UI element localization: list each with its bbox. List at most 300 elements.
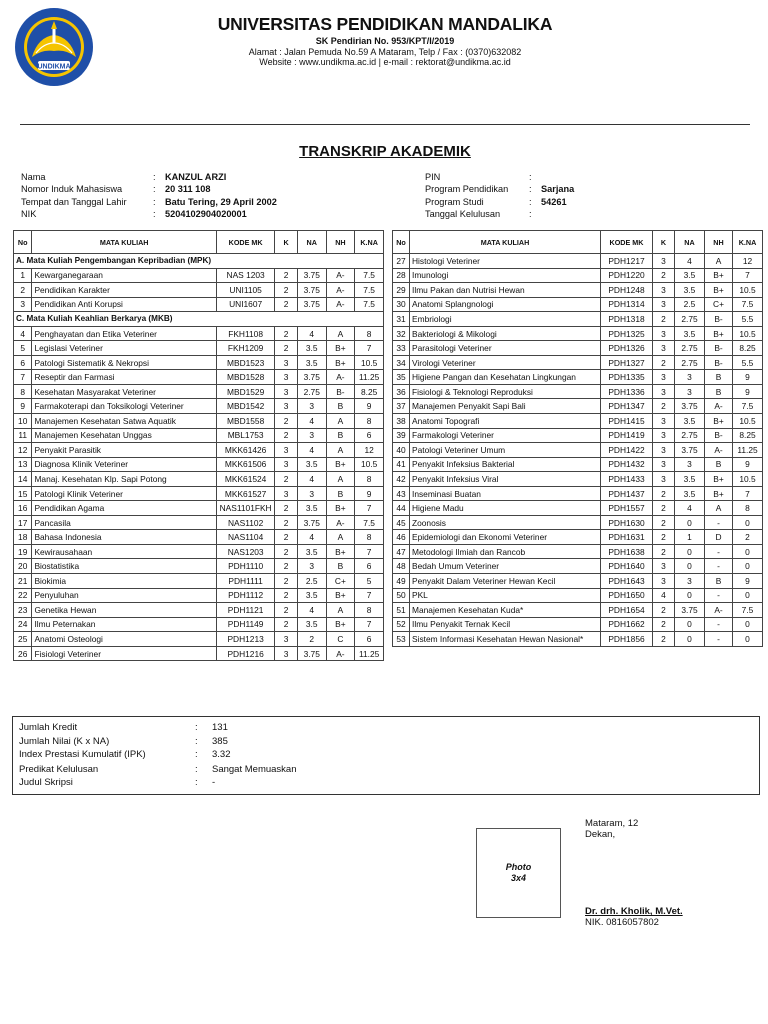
signature-name: Dr. drh. Kholik, M.Vet. xyxy=(585,906,683,917)
table-row xyxy=(393,399,763,414)
cell-code: PDH1220 xyxy=(601,268,653,283)
cell-k: 3 xyxy=(653,341,675,356)
cell-nh: A xyxy=(705,254,733,269)
cell-code: PDH1318 xyxy=(601,312,653,327)
cell-k: 3 xyxy=(275,399,298,414)
cell-k: 3 xyxy=(275,457,298,472)
cell-code: MKK61426 xyxy=(216,443,274,458)
cell-no: 15 xyxy=(14,486,32,501)
cell-kna: 7.5 xyxy=(355,515,384,530)
signature-place-date: Mataram, 12 xyxy=(585,818,639,829)
study-program: 54261 xyxy=(541,196,567,207)
cell-na: 0 xyxy=(675,544,705,559)
cell-na: 3.5 xyxy=(297,341,326,356)
cell-na: 3 xyxy=(675,370,705,385)
grades-table-left xyxy=(13,230,384,661)
cell-k: 3 xyxy=(653,574,675,589)
cell-code: MKK61524 xyxy=(216,472,274,487)
cell-code: PDH1335 xyxy=(601,370,653,385)
cell-no: 16 xyxy=(14,501,32,516)
logo-text: UNDIKMA xyxy=(37,63,71,71)
student-number: 20 311 108 xyxy=(165,184,211,195)
cell-course: Pendidikan Karakter xyxy=(32,283,216,298)
cell-no: 1 xyxy=(14,268,32,283)
cell-kna: 5.5 xyxy=(733,312,763,327)
student-name: KANZUL ARZI xyxy=(165,172,227,182)
cell-kna: 10.5 xyxy=(355,457,384,472)
cell-code: PDH1336 xyxy=(601,384,653,399)
cell-na: 4 xyxy=(297,603,326,618)
cell-course: Penyakit Infeksius Viral xyxy=(410,472,601,487)
cell-no: 10 xyxy=(14,414,32,429)
cell-nh: B xyxy=(326,559,355,574)
cell-kna: 7.5 xyxy=(733,603,763,618)
table-row xyxy=(14,632,384,647)
cell-code: PDH1347 xyxy=(601,399,653,414)
cell-nh: B+ xyxy=(326,341,355,356)
cell-no: 12 xyxy=(14,443,32,458)
cell-no: 8 xyxy=(14,384,32,399)
cell-na: 4 xyxy=(297,326,326,341)
cell-kna: 8 xyxy=(355,472,384,487)
col-credits: K xyxy=(275,231,298,254)
cell-na: 3.75 xyxy=(675,603,705,618)
table-row xyxy=(393,457,763,472)
cell-na: 4 xyxy=(297,443,326,458)
table-row xyxy=(14,355,384,370)
cell-na: 3.75 xyxy=(675,399,705,414)
cell-nh: B+ xyxy=(705,283,733,298)
cell-code: FKH1209 xyxy=(216,341,274,356)
cell-k: 3 xyxy=(653,384,675,399)
cell-no: 30 xyxy=(393,297,410,312)
cell-kna: 7 xyxy=(355,501,384,516)
establishment-decree: SK Pendirian No. 953/KPT/I/2019 xyxy=(315,36,455,46)
cell-na: 2.75 xyxy=(297,384,326,399)
cell-na: 3 xyxy=(297,486,326,501)
cell-kna: 10.5 xyxy=(733,414,763,429)
cell-code: PDH1121 xyxy=(216,603,274,618)
info-row-program: Program Pendidikan : Sarjana xyxy=(425,184,575,195)
cell-course: Penyakit Infeksius Bakterial xyxy=(410,457,601,472)
cell-course: Fisiologi Veteriner xyxy=(32,646,216,661)
cell-nh: B xyxy=(705,457,733,472)
cell-kna: 7 xyxy=(355,588,384,603)
cell-kna: 7.5 xyxy=(355,268,384,283)
cell-na: 3.5 xyxy=(675,283,705,298)
cell-course: Biokimia xyxy=(32,574,216,589)
cell-na: 2.75 xyxy=(675,341,705,356)
table-row xyxy=(393,370,763,385)
cell-course: Bakteriologi & Mikologi xyxy=(410,326,601,341)
university-name: UNIVERSITAS PENDIDIKAN MANDALIKA xyxy=(217,14,553,34)
cell-k: 3 xyxy=(275,646,298,661)
info-row-graduation: Tanggal Kelulusan : xyxy=(425,208,532,219)
cell-na: 3.5 xyxy=(297,544,326,559)
cell-kna: 5.5 xyxy=(733,355,763,370)
cell-course: Manajemen Kesehatan Kuda* xyxy=(410,603,601,618)
cell-na: 0 xyxy=(675,617,705,632)
cell-kna: 9 xyxy=(355,399,384,414)
cell-code: PDH1111 xyxy=(216,574,274,589)
cell-no: 32 xyxy=(393,326,410,341)
cell-code: PDH1630 xyxy=(601,515,653,530)
cell-na: 3 xyxy=(675,457,705,472)
cell-kna: 7.5 xyxy=(355,297,384,312)
table-row xyxy=(393,326,763,341)
cell-code: PDH1216 xyxy=(216,646,274,661)
cell-no: 34 xyxy=(393,355,410,370)
cell-kna: 7.5 xyxy=(355,283,384,298)
col-no: No xyxy=(393,231,410,254)
cell-k: 2 xyxy=(653,399,675,414)
education-program: Sarjana xyxy=(541,184,575,195)
cell-nh: A- xyxy=(705,443,733,458)
cell-na: 3.5 xyxy=(675,268,705,283)
cell-k: 2 xyxy=(275,544,298,559)
cell-course: Manaj. Kesehatan Klp. Sapi Potong xyxy=(32,472,216,487)
cell-na: 3 xyxy=(675,574,705,589)
cell-code: PDH1432 xyxy=(601,457,653,472)
cell-no: 22 xyxy=(14,588,32,603)
cell-na: 0 xyxy=(675,588,705,603)
cell-nh: A xyxy=(705,501,733,516)
cell-code: MBL1753 xyxy=(216,428,274,443)
col-credits: K xyxy=(653,231,675,254)
cell-no: 37 xyxy=(393,399,410,414)
cell-na: 4 xyxy=(297,530,326,545)
cell-k: 3 xyxy=(653,443,675,458)
info-row-pin: PIN : xyxy=(425,172,532,182)
cell-k: 2 xyxy=(653,312,675,327)
cell-na: 3.5 xyxy=(297,355,326,370)
cell-nh: A xyxy=(326,414,355,429)
cell-k: 3 xyxy=(653,326,675,341)
cell-no: 6 xyxy=(14,355,32,370)
cell-code: PDH1631 xyxy=(601,530,653,545)
cell-kna: 8 xyxy=(355,603,384,618)
cell-code: PDH1433 xyxy=(601,472,653,487)
cell-course: Pendidikan Anti Korupsi xyxy=(32,297,216,312)
cell-kna: 8.25 xyxy=(733,341,763,356)
cell-nh: B+ xyxy=(326,617,355,632)
cell-nh: B+ xyxy=(326,588,355,603)
cell-nh: - xyxy=(705,617,733,632)
cell-kna: 8 xyxy=(355,326,384,341)
cell-kna: 9 xyxy=(733,384,763,399)
cell-code: PDH1654 xyxy=(601,603,653,618)
cell-k: 2 xyxy=(653,530,675,545)
cell-no: 28 xyxy=(393,268,410,283)
cell-kna: 0 xyxy=(733,632,763,647)
cell-no: 38 xyxy=(393,414,410,429)
col-grade-letter: NH xyxy=(705,231,733,254)
table-row xyxy=(393,559,763,574)
cell-no: 21 xyxy=(14,574,32,589)
grades-table-right xyxy=(392,230,763,647)
cell-kna: 9 xyxy=(355,486,384,501)
cell-kna: 6 xyxy=(355,428,384,443)
section-row xyxy=(14,312,384,327)
cell-code: UNI1607 xyxy=(216,297,274,312)
table-row xyxy=(393,574,763,589)
cell-nh: A- xyxy=(326,646,355,661)
cell-course: Embriologi xyxy=(410,312,601,327)
table-row xyxy=(14,574,384,589)
cell-k: 3 xyxy=(653,472,675,487)
cell-course: Reseptir dan Farmasi xyxy=(32,370,216,385)
cell-course: Histologi Veteriner xyxy=(410,254,601,269)
cell-kna: 11.25 xyxy=(733,443,763,458)
cell-k: 2 xyxy=(653,632,675,647)
table-row xyxy=(14,515,384,530)
cell-na: 3.75 xyxy=(297,370,326,385)
cell-no: 20 xyxy=(14,559,32,574)
cell-course: Farmakoterapi dan Toksikologi Veteriner xyxy=(32,399,216,414)
cell-no: 31 xyxy=(393,312,410,327)
cell-na: 2.75 xyxy=(675,312,705,327)
table-row xyxy=(14,370,384,385)
table-row xyxy=(393,603,763,618)
summary-box xyxy=(12,716,760,795)
section-row xyxy=(14,254,384,269)
cell-no: 39 xyxy=(393,428,410,443)
signature-role: Dekan, xyxy=(585,829,616,840)
table-row xyxy=(393,632,763,647)
cell-k: 2 xyxy=(275,268,298,283)
cell-course: Zoonosis xyxy=(410,515,601,530)
cell-nh: B- xyxy=(705,312,733,327)
cell-code: PDH1640 xyxy=(601,559,653,574)
cell-course: Imunologi xyxy=(410,268,601,283)
table-row xyxy=(14,472,384,487)
cell-k: 2 xyxy=(275,472,298,487)
cell-kna: 10.5 xyxy=(733,326,763,341)
table-row xyxy=(14,428,384,443)
cell-kna: 7 xyxy=(733,268,763,283)
cell-k: 2 xyxy=(653,486,675,501)
cell-course: Kewarganegaraan xyxy=(32,268,216,283)
cell-nh: - xyxy=(705,544,733,559)
cell-course: Genetika Hewan xyxy=(32,603,216,618)
table-row xyxy=(14,544,384,559)
cell-k: 3 xyxy=(653,254,675,269)
cell-nh: A- xyxy=(705,399,733,414)
cell-no: 5 xyxy=(14,341,32,356)
cell-course: Anatomi Osteologi xyxy=(32,632,216,647)
cell-k: 2 xyxy=(275,297,298,312)
cell-no: 36 xyxy=(393,384,410,399)
cell-nh: A- xyxy=(326,283,355,298)
summary-total-points: Jumlah Nilai (K x NA) : 385 xyxy=(19,736,228,747)
table-row xyxy=(393,312,763,327)
cell-nh: B- xyxy=(705,355,733,370)
cell-no: 7 xyxy=(14,370,32,385)
student-info-left xyxy=(21,171,277,220)
cell-na: 3.5 xyxy=(297,617,326,632)
cell-nh: B+ xyxy=(705,414,733,429)
cell-nh: - xyxy=(705,632,733,647)
cell-nh: B+ xyxy=(326,355,355,370)
table-row xyxy=(393,384,763,399)
cell-na: 3.5 xyxy=(675,414,705,429)
table-row xyxy=(14,646,384,661)
cell-k: 3 xyxy=(653,297,675,312)
table-row xyxy=(393,341,763,356)
cell-nh: B- xyxy=(705,428,733,443)
cell-nh: A- xyxy=(326,515,355,530)
cell-kna: 6 xyxy=(355,559,384,574)
cell-course: Penyuluhan xyxy=(32,588,216,603)
cell-k: 3 xyxy=(653,428,675,443)
cell-kna: 0 xyxy=(733,544,763,559)
cell-course: Pendidikan Agama xyxy=(32,501,216,516)
cell-course: Bedah Umum Veteriner xyxy=(410,559,601,574)
section-title: C. Mata Kuliah Keahlian Berkarya (MKB) xyxy=(14,312,384,327)
cell-nh: D xyxy=(705,530,733,545)
table-row xyxy=(393,414,763,429)
cell-na: 3.75 xyxy=(297,268,326,283)
col-grade-value: NA xyxy=(297,231,326,254)
cell-nh: B+ xyxy=(705,472,733,487)
cell-kna: 10.5 xyxy=(355,355,384,370)
cell-no: 29 xyxy=(393,283,410,298)
cell-no: 19 xyxy=(14,544,32,559)
cell-course: Manajemen Kesehatan Unggas xyxy=(32,428,216,443)
table-row xyxy=(14,326,384,341)
cell-code: NAS1104 xyxy=(216,530,274,545)
table-header-row xyxy=(393,231,763,254)
cell-course: Sistem Informasi Kesehatan Hewan Nasional* xyxy=(410,632,601,647)
cell-k: 2 xyxy=(275,414,298,429)
cell-code: MKK61527 xyxy=(216,486,274,501)
cell-kna: 10.5 xyxy=(733,283,763,298)
cell-kna: 8 xyxy=(733,501,763,516)
cell-na: 3 xyxy=(675,384,705,399)
cell-nh: C+ xyxy=(705,297,733,312)
cell-na: 2.5 xyxy=(297,574,326,589)
cell-course: Manajemen Kesehatan Satwa Aquatik xyxy=(32,414,216,429)
cell-kna: 12 xyxy=(355,443,384,458)
table-row xyxy=(393,268,763,283)
cell-k: 3 xyxy=(275,355,298,370)
cell-course: Ilmu Penyakit Ternak Kecil xyxy=(410,617,601,632)
cell-code: NAS 1203 xyxy=(216,268,274,283)
col-weighted: K.NA xyxy=(733,231,763,254)
cell-kna: 8 xyxy=(355,530,384,545)
cell-course: Virologi Veteriner xyxy=(410,355,601,370)
cell-nh: B+ xyxy=(326,544,355,559)
cell-course: Anatomi Splangnologi xyxy=(410,297,601,312)
cell-course: Patologi Sistematik & Nekropsi xyxy=(32,355,216,370)
cell-code: PDH1419 xyxy=(601,428,653,443)
cell-k: 2 xyxy=(275,326,298,341)
cell-nh: B xyxy=(326,428,355,443)
cell-nh: A- xyxy=(705,603,733,618)
student-info-right xyxy=(425,171,574,220)
cell-k: 2 xyxy=(653,501,675,516)
cell-code: PDH1325 xyxy=(601,326,653,341)
cell-course: Parasitologi Veteriner xyxy=(410,341,601,356)
cell-k: 3 xyxy=(653,283,675,298)
summary-gpa: Index Prestasi Kumulatif (IPK) : 3.32 xyxy=(19,749,231,760)
cell-no: 44 xyxy=(393,501,410,516)
cell-na: 2.75 xyxy=(675,428,705,443)
cell-na: 2 xyxy=(297,632,326,647)
cell-k: 2 xyxy=(275,603,298,618)
table-row xyxy=(14,530,384,545)
cell-course: Kesehatan Masyarakat Veteriner xyxy=(32,384,216,399)
info-row-nik: NIK : 5204102904020001 xyxy=(21,208,247,219)
cell-code: PDH1327 xyxy=(601,355,653,370)
cell-na: 0 xyxy=(675,559,705,574)
table-row xyxy=(393,486,763,501)
col-grade-letter: NH xyxy=(326,231,355,254)
table-row xyxy=(393,617,763,632)
cell-nh: B+ xyxy=(326,457,355,472)
cell-course: Higiene Madu xyxy=(410,501,601,516)
cell-code: PDH1326 xyxy=(601,341,653,356)
cell-nh: B+ xyxy=(705,326,733,341)
cell-k: 2 xyxy=(653,544,675,559)
cell-kna: 11.25 xyxy=(355,370,384,385)
cell-k: 3 xyxy=(275,370,298,385)
cell-na: 3 xyxy=(297,559,326,574)
cell-course: Inseminasi Buatan xyxy=(410,486,601,501)
cell-code: PDH1415 xyxy=(601,414,653,429)
cell-na: 3.5 xyxy=(675,326,705,341)
cell-course: Diagnosa Klinik Veteriner xyxy=(32,457,216,472)
cell-nh: A xyxy=(326,443,355,458)
cell-k: 3 xyxy=(275,384,298,399)
cell-na: 3.5 xyxy=(297,457,326,472)
cell-no: 25 xyxy=(14,632,32,647)
col-no: No xyxy=(14,231,32,254)
cell-code: PDH1557 xyxy=(601,501,653,516)
cell-k: 2 xyxy=(653,268,675,283)
cell-k: 3 xyxy=(653,370,675,385)
cell-nh: B xyxy=(326,399,355,414)
cell-no: 48 xyxy=(393,559,410,574)
cell-code: PDH1856 xyxy=(601,632,653,647)
cell-code: PDH1149 xyxy=(216,617,274,632)
cell-no: 18 xyxy=(14,530,32,545)
cell-no: 24 xyxy=(14,617,32,632)
cell-no: 43 xyxy=(393,486,410,501)
cell-k: 2 xyxy=(275,559,298,574)
cell-nh: A xyxy=(326,326,355,341)
cell-no: 13 xyxy=(14,457,32,472)
header-divider xyxy=(20,124,750,125)
document-title: TRANSKRIP AKADEMIK xyxy=(299,143,471,160)
table-row xyxy=(14,588,384,603)
table-row xyxy=(14,617,384,632)
cell-kna: 10.5 xyxy=(733,472,763,487)
signature-nik: NIK. 0816057802 xyxy=(585,917,659,928)
cell-nh: A- xyxy=(326,268,355,283)
cell-course: Penyakit Dalam Veteriner Hewan Kecil xyxy=(410,574,601,589)
cell-na: 3.5 xyxy=(297,588,326,603)
cell-kna: 8 xyxy=(355,414,384,429)
info-row-nim: Nomor Induk Mahasiswa : 20 311 108 xyxy=(21,184,211,195)
cell-nh: B- xyxy=(326,384,355,399)
table-row xyxy=(14,443,384,458)
cell-course: Ilmu Pakan dan Nutrisi Hewan xyxy=(410,283,601,298)
cell-kna: 7 xyxy=(355,617,384,632)
cell-no: 33 xyxy=(393,341,410,356)
cell-code: PDH1314 xyxy=(601,297,653,312)
cell-nh: B+ xyxy=(705,486,733,501)
